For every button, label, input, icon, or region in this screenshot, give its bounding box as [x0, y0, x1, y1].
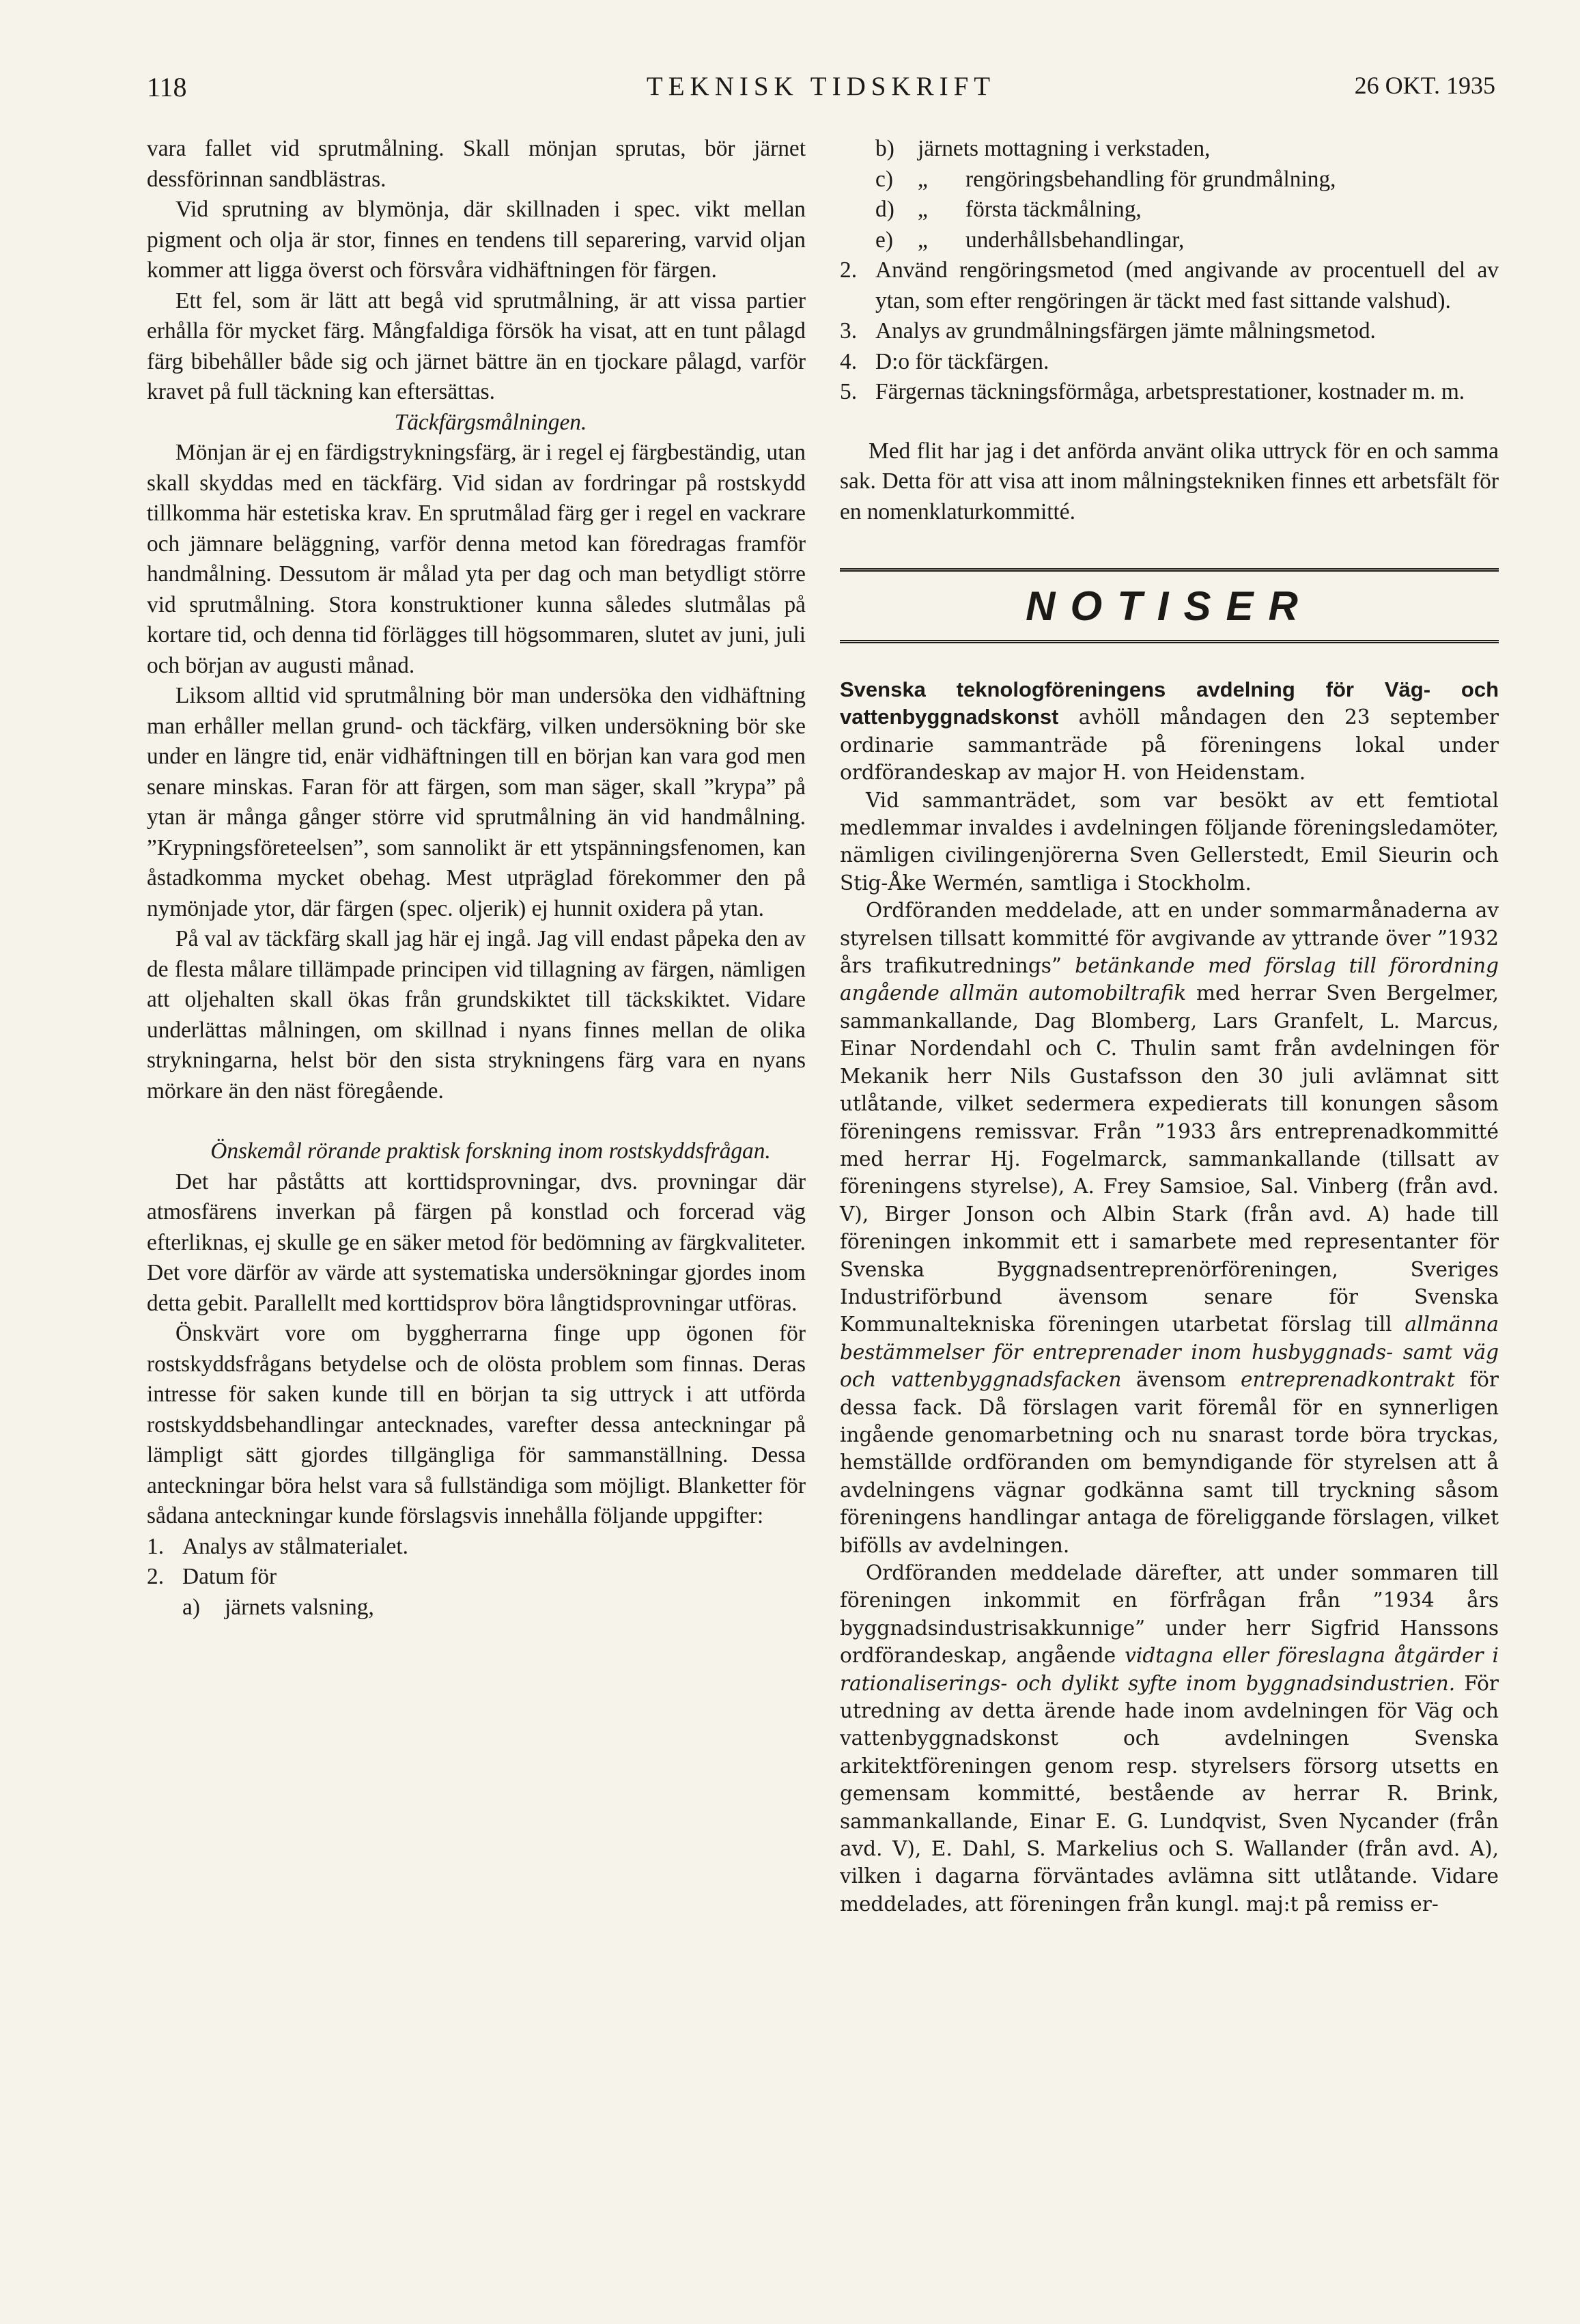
- sub-list-text: underhållsbehandlingar,: [965, 227, 1185, 253]
- sub-list-label: b): [875, 136, 894, 161]
- notice-text: för dessa fack. Då förslagen varit föremål för en synnerligen ingående genomarbetning och nu snarast torde böra tryckas, hemställde ordföranden om bemyndigande för styrelsen att å avdelningens vägnar godkänna samt till tryckning såsom föreningens handlingar antaga de föreliggande förslagen, vilket bifölls av avdelningen.: [840, 1368, 1499, 1557]
- sub-list-text: järnets mottagning i verkstaden,: [918, 136, 1211, 161]
- list-number: 5.: [840, 379, 858, 404]
- sub-list-label: c): [875, 166, 893, 192]
- sub-list-item: [840, 134, 1499, 165]
- paragraph: Liksom alltid vid sprutmålning bör man undersöka den vidhäftning man erhåller mellan grund- och täckfärg, vilken undersökning bör ske under en längre tid, enär vidhäftningen till en början kan vara god men senare minskas. Faran för att färgen, som man säger, skall ”krypa” på ytan är många gånger större vid sprutmålning än vid handmålning. ”Krypningsföreteelsen”, som sannolikt är ett ytspänningsfenomen, kan åstadkomma mycket obehag. Mest utpräglad förekommer den på nymönjade ytor, där färgen (spec. oljerik) ej hunnit oxidera på ytan.: [147, 683, 806, 921]
- sub-list-item: [840, 165, 1499, 195]
- sub-list: [147, 1593, 806, 1623]
- list-number: 1.: [147, 1533, 165, 1559]
- page-number: 118: [147, 72, 187, 102]
- list-text: Färgernas täckningsförmåga, arbetsprestationer, kostnader m. m.: [875, 379, 1465, 404]
- notice-paragraph: Vid sammanträdet, som var besökt av ett femtiotal medlemmar invaldes i avdelningen följande föreningsledamöter, nämligen civilingenjörerna Sven Gellerstedt, Emil Sieurin och Stig-Åke Wermén, samtliga i Stockholm.: [840, 788, 1499, 895]
- list-text: D:o för täckfärgen.: [875, 348, 1049, 374]
- sub-list-item: [840, 225, 1499, 256]
- list-text: Använd rengöringsmetod (med angivande av procentuell del av ytan, som efter rengöringen är täckt med fast sittande valshud).: [875, 257, 1499, 313]
- section-subheading: Täckfärgsmålningen.: [394, 409, 587, 435]
- sub-list-item: [147, 1593, 806, 1623]
- notice-text: För utredning av detta ärende hade inom avdelningen för Väg och vattenbyggnadskonst och avdelningen Svenska arkitektföreningen genom resp. styrelsers försorg utsetts en gemensam kommitté, bestående av herrar R. Brink, sammankallande, Einar E. G. Lundqvist, Sven Nycander (från avd. V), E. Dahl, S. Markelius och S. Wallander (från avd. A), vilken i dagarna förväntades avlämna sitt utlåtande. Vidare meddelades, att föreningen från kungl. maj:t på remiss er-: [840, 1671, 1499, 1916]
- paragraph: Mönjan är ej en färdigstrykningsfärg, är i regel ej färgbeständig, utan skall skyddas med en täckfärg. Vid sidan av fordringar på rostskydd tillkomma här estetiska krav. En sprutmålad färg ger i regel en vackrare och jämnare beläggning, varför denna metod kan föredragas framför handmålning. Dessutom är målad yta per dag och man betydligt större vid sprutmålning. Stora konstruktioner kunna således slutmålas på kortare tid, och denna tid förlägges till högsommaren, slutet av juni, juli och början av augusti månad.: [147, 440, 806, 678]
- list-text: Datum för: [182, 1564, 277, 1589]
- closing-paragraph: Med flit har jag i det anförda använt olika uttryck för en och samma sak. Detta för att visa att inom målningstekniken finnes ett arbetsfält för en nomenklaturkommitté.: [840, 438, 1499, 524]
- issue-date: 26 OKT. 1935: [1354, 72, 1495, 99]
- numbered-list: [840, 255, 1499, 408]
- notice-text: ävensom: [1121, 1368, 1241, 1392]
- notice-lead-heading: Svenska teknologföreningens avdelning för Väg- och vattenbyggnadskonst: [840, 677, 1499, 729]
- list-text: Analys av stålmaterialet.: [182, 1533, 409, 1559]
- ditto-mark: „: [918, 197, 928, 222]
- paragraph: På val av täckfärg skall jag här ej ingå. Jag vill endast påpeka den av de flesta målare tillämpade principen vid tillagning av färgen, nämligen att oljehalten skall ökas från grundskiktet till täckskiktet. Vidare underlättas målningen, om skillnad i nyans finnes mellan de olika strykningarna, helst bör den sista strykningens färg vara en nyans mörkare än den näst föregående.: [147, 926, 806, 1104]
- list-number: 3.: [840, 318, 858, 344]
- section-title: NOTISER: [1026, 583, 1313, 629]
- sub-list-text: rengöringsbehandling för grundmålning,: [965, 166, 1336, 192]
- notiser-heading-box: [840, 568, 1499, 643]
- numbered-list: [147, 1532, 806, 1593]
- notice-text: med herrar Sven Bergelmer, sammankallande, Dag Blomberg, Lars Granfelt, L. Marcus, Einar Nordendahl och C. Thulin samt från avdelningen för Mekanik herr Nils Gustafsson den 30 juli avlämnat sitt utlåtande, vilket sedermera expedierats till konungen såsom föreningens remissvar. Från ”1933 års entreprenadkommitté med herrar Hj. Fogelmarck, sammankallande (tillsatt av föreningens styrelse), A. Frey Samsioe, Sal. Vinberg (från avd. V), Birger Jonson och Albin Stark (från avd. A) hade till föreningen inkommit ett i samarbete med representanter för Svenska Byggnadsentreprenörföreningen, Sveriges Industriförbund ävensom senare för Svenska Kommunaltekniska föreningen utarbetat förslag till: [840, 981, 1499, 1336]
- notice-italic: vidtagna eller föreslagna åtgärder i rationaliserings- och dylikt syfte inom byggnadsindustrien.: [840, 1644, 1499, 1695]
- paragraph: Önskvärt vore om byggherrarna finge upp ögonen för rostskyddsfrågans betydelse och de olösta problem som finnas. Deras intresse för saken kunde till en början ta sig uttryck i att utförda rostskyddsbehandlingar antecknades, varefter dessa anteckningar på lämpligt sätt gjordes tillgängliga för sammanställning. Dessa anteckningar böra helst vara så fullständiga som möjligt. Blanketter för sådana anteckningar kunde förslagsvis innehålla följande uppgifter:: [147, 1321, 806, 1528]
- journal-title: TEKNISK TIDSKRIFT: [646, 72, 996, 101]
- notice-text: Ordföranden meddelade därefter, att under sommaren till föreningen inkommit en förfrågan från ”1934 års byggnadsindustrisakkunnige” under herr Sigfrid Hanssons ordförandeskap, angående: [840, 1561, 1499, 1668]
- sub-list-text: första täckmålning,: [965, 197, 1142, 222]
- list-item: [840, 377, 1499, 408]
- list-number: 4.: [840, 348, 858, 374]
- sub-list-item: [840, 195, 1499, 225]
- notice-italic: betänkande med förslag till förordning angående allmän automobiltrafik: [840, 954, 1499, 1005]
- notice-paragraph: [840, 897, 1499, 1559]
- paragraph: vara fallet vid sprutmålning. Skall mönjan sprutas, bör järnet dessförinnan sandblästras.: [147, 136, 806, 192]
- notice-article: [840, 676, 1499, 1918]
- notice-text: Ordföranden meddelade, att en under sommarmånaderna av styrelsen tillsatt kommitté för avgivande av yttrande över ”1932 års trafikutrednings”: [840, 899, 1499, 978]
- left-column: [147, 134, 806, 1623]
- notice-italic: entreprenadkontrakt: [1241, 1368, 1455, 1392]
- running-header: [147, 71, 1495, 119]
- list-item: [840, 255, 1499, 316]
- ditto-mark: „: [918, 227, 928, 253]
- paragraph: Vid sprutning av blymönja, där skillnaden i spec. vikt mellan pigment och olja är stor, finnes en tendens till separering, varvid oljan kommer att ligga överst och försvåra vidhäftningen för färgen.: [147, 197, 806, 283]
- notice-paragraph: [840, 1559, 1499, 1918]
- list-item: [840, 347, 1499, 378]
- sub-list-text: järnets valsning,: [225, 1594, 374, 1620]
- ditto-mark: „: [918, 166, 928, 192]
- list-item: [147, 1562, 806, 1593]
- notice-lead-paragraph: [840, 676, 1499, 787]
- paragraph: Ett fel, som är lätt att begå vid sprutmålning, är att vissa partier erhålla för mycket färg. Mångfaldiga försök ha visat, att en tunt pålagd färg bibehåller både sig och järnet bättre än en tjockare pålagd, varför kravet på full täckning kan eftersättas.: [147, 288, 806, 404]
- sub-list-label: d): [875, 197, 894, 222]
- sub-list-label: e): [875, 227, 893, 253]
- list-item: [147, 1532, 806, 1563]
- notice-italic: allmänna bestämmelser för entreprenader inom husbyggnads- samt väg och vattenbyggnadsfacken: [840, 1313, 1499, 1392]
- paragraph: Det har påståtts att korttidsprovningar, dvs. provningar där atmosfärens inverkan på färgen på konstlad och forcerad väg efterliknas, ej skulle ge en säker metod för bedömning av färgkvaliteter. Det vore därför av värde att systematiska undersökningar gjordes inom detta gebit. Parallellt med korttidsprov böra långtidsprovningar utföras.: [147, 1168, 806, 1316]
- sub-list: [840, 134, 1499, 255]
- sub-list-label: a): [182, 1594, 200, 1620]
- list-item: [840, 316, 1499, 347]
- list-text: Analys av grundmålningsfärgen jämte målningsmetod.: [875, 318, 1376, 344]
- section-subheading: Önskemål rörande praktisk forskning inom rostskyddsfrågan.: [210, 1138, 771, 1164]
- notice-lead-text: avhöll måndagen den 23 september ordinarie sammanträde på föreningens lokal under ordförandeskap av major H. von Heidenstam.: [840, 705, 1499, 785]
- right-column: [840, 134, 1499, 1918]
- list-number: 2.: [840, 257, 858, 283]
- list-number: 2.: [147, 1564, 165, 1589]
